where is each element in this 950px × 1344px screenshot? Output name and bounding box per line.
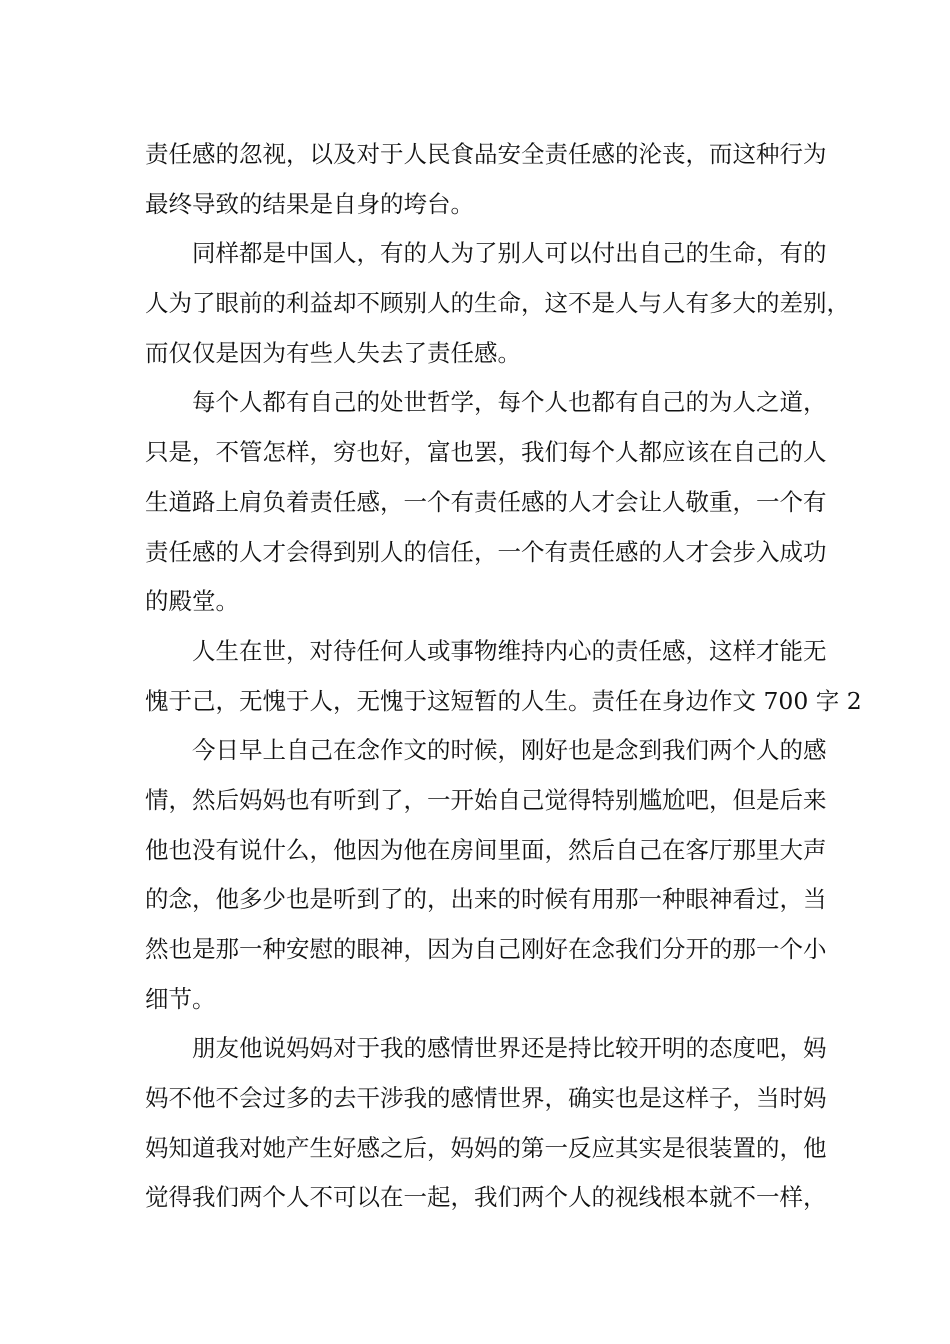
text-line: 的念，他多少也是听到了的，出来的时候有用那一种眼神看过，当 <box>145 885 827 914</box>
text-line: 同样都是中国人，有的人为了别人可以付出自己的生命，有的 <box>192 239 827 268</box>
text-line: 只是，不管怎样，穷也好，富也罢，我们每个人都应该在自己的人 <box>145 438 827 467</box>
text-line: 朋友他说妈妈对于我的感情世界还是持比较开明的态度吧，妈 <box>192 1034 827 1063</box>
text-line: 觉得我们两个人不可以在一起，我们两个人的视线根本就不一样， <box>145 1183 827 1212</box>
text-line: 生道路上肩负着责任感，一个有责任感的人才会让人敬重，一个有 <box>145 487 827 516</box>
text-line: 责任感的忽视，以及对于人民食品安全责任感的沦丧，而这种行为 <box>145 140 827 168</box>
text-line: 细节。 <box>145 984 216 1013</box>
text-line: 而仅仅是因为有些人失去了责任感。 <box>145 338 521 367</box>
text-line: 责任感的人才会得到别人的信任，一个有责任感的人才会步入成功 <box>145 537 827 566</box>
body-text <box>145 130 862 1223</box>
text-line: 人生在世，对待任何人或事物维持内心的责任感，这样才能无 <box>192 636 827 665</box>
text-line: 人为了眼前的利益却不顾别人的生命，这不是人与人有多大的差别， <box>145 289 850 318</box>
text-line: 今日早上自己在念作文的时候，刚好也是念到我们两个人的感 <box>192 736 827 765</box>
text-line: 妈不他不会过多的去干涉我的感情世界，确实也是这样子，当时妈 <box>145 1084 827 1113</box>
text-line: 每个人都有自己的处世哲学，每个人也都有自己的为人之道， <box>192 388 827 417</box>
text-line: 愧于己，无愧于人，无愧于这短暂的人生。责任在身边作文 700 字 2 <box>145 686 862 715</box>
text-line: 然也是那一种安慰的眼神，因为自己刚好在念我们分开的那一个小 <box>145 935 827 963</box>
text-line: 情，然后妈妈也有听到了，一开始自己觉得特别尴尬吧，但是后来 <box>145 785 827 814</box>
text-line: 的殿堂。 <box>145 587 239 616</box>
text-line: 他也没有说什么，他因为他在房间里面，然后自己在客厅那里大声 <box>145 835 827 864</box>
text-line: 最终导致的结果是自身的垮台。 <box>145 189 474 218</box>
text-line: 妈知道我对她产生好感之后，妈妈的第一反应其实是很装置的，他 <box>145 1133 827 1162</box>
